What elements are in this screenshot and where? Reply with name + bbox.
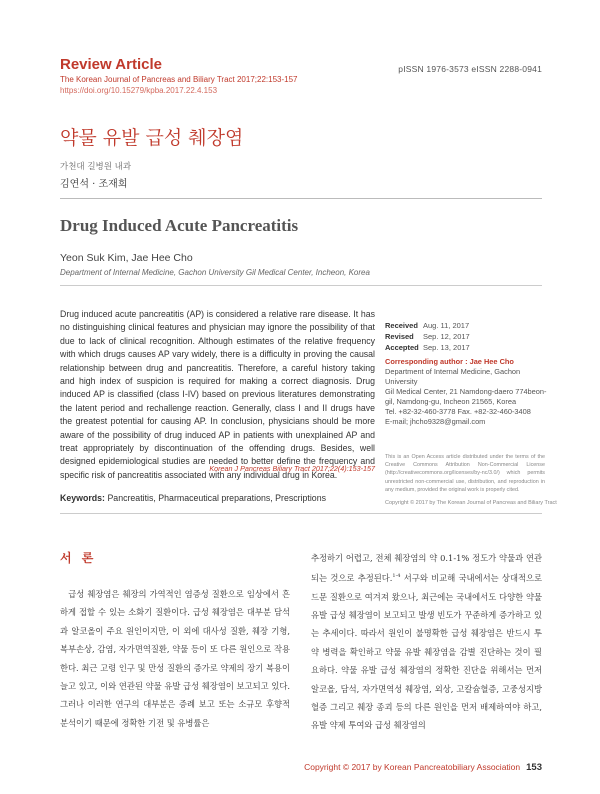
korean-affiliation: 가천대 길병원 내과 — [60, 162, 132, 172]
license-text: This is an Open Access article distributed under the terms of the Creative Commons Attribution Non-Commercial License (http://creativecommons.org/licenses/by-nc/3.0/) which permits unrestricted non-commercial use, distribution, and reproduction in any medium, provided the original work is properly cited. — [385, 454, 545, 493]
keywords-value: Pancreatitis, Pharmaceutical preparations, Prescriptions — [107, 493, 326, 503]
body-right-column: 추정하기 어렵고, 전체 췌장염의 약 0.1-1% 정도가 약물과 연관되는 것으로 추정된다.$^{1-4}$ 서구와 비교해 국내에서는 상대적으로 드문 질환으로 여겨져 왔으나, 최근에는 국내에서도 다양한 약물 유발 급성 췌장염이 보고되고 발생 빈도가 꾸준하게 증가하고 있는 추세이다. 따라서 원인이 불명확한 급성 췌장염은 반드시 투약 병력을 확인하고 약물 유발 췌장염을 감별 진단하는 것이 필요하다. 약물 유발 급성 췌장염의 정확한 진단을 위해서는 먼저 알코올, 담석, 자가면역성 췌장염, 외상, 고칼슘혈증, 고중성지방혈증 그리고 췌장 종괴 등의 다른 원인을 먼저 배제하여야 하고, 유발 약제 투여와 급성 췌장염의 — [311, 553, 543, 731]
corr-address-line: Gil Medical Center, 21 Namdong-daero 774beon- — [385, 387, 547, 396]
corr-phone-line: Tel. +82-32-460-3778 Fax. +82-32-460-3408 — [385, 407, 531, 416]
reference-citation[interactable]: 1-4 — [392, 573, 401, 580]
issn-line: pISSN 1976-3573 eISSN 2288-0941 — [398, 64, 542, 74]
divider — [60, 513, 542, 514]
keywords-label: Keywords: — [60, 493, 105, 503]
doi-link[interactable]: https://doi.org/10.15279/kpba.2017.22.4.153 — [60, 86, 218, 95]
received-date: Received Aug. 11, 2017 — [385, 321, 470, 330]
page-footer — [304, 762, 542, 773]
article-dates — [385, 321, 470, 353]
corresponding-author — [385, 357, 550, 427]
abstract-citation: Korean J Pancreas Biliary Tract 2017;22(4):153-157 — [209, 464, 375, 473]
korean-authors: 김연석 · 조재희 — [60, 179, 128, 190]
corresponding-author-title: Corresponding author : Jae Hee Cho — [385, 357, 514, 366]
section-heading: 서 론 — [60, 551, 97, 565]
accepted-date: Accepted Sep. 13, 2017 — [385, 342, 470, 352]
divider — [60, 198, 542, 199]
english-affiliation: Department of Internal Medicine, Gachon University Gil Medical Center, Incheon, Korea — [60, 268, 370, 277]
corr-address-line: Department of Internal Medicine, Gachon University — [385, 367, 521, 386]
article-type: Review Article — [60, 56, 162, 73]
footer-copyright: Copyright © 2017 by Korean Pancreatobiliary Association — [304, 762, 521, 772]
journal-citation: The Korean Journal of Pancreas and Biliary Tract 2017;22:153-157 — [60, 75, 298, 84]
divider — [60, 285, 542, 286]
english-title: Drug Induced Acute Pancreatitis — [60, 216, 299, 235]
keywords — [60, 493, 326, 503]
journal-copyright: Copyright © 2017 by The Korean Journal of Pancreas and Biliary Tract — [385, 500, 557, 506]
abstract-text: Drug induced acute pancreatitis (AP) is considered a relative rare disease. It has no distinguishing clinical features and physician may ignore the possibility of that due to lack of clinical recognition. Although estimates of the relative frequency with which drugs causes AP vary widely, there is a difficulty in proving the causal relationship between drug and pancreatitis. Therefore, a careful history taking and high index of suspicion is required for making a correct diagnosis. Drug induced AP is classified (class I-IV) based on previous literatures demonstrating the latent period and rechallenge reaction. Generally, class I and II drugs have the greatest potential for causing AP. In conclusion, physicians should be more aware of the possibility of drug induced AP in patients with unexplained AP and treat appropriately by discontinuation of the offending drugs. Besides, well designed epidemiological studies are needed to better define the frequency and specific risk of pancreatitis associated with any individual drug in Korea. — [60, 309, 375, 480]
body-left-column: 급성 췌장염은 췌장의 가역적인 염증성 질환으로 임상에서 흔하게 접할 수 있는 소화기 질환이다. 급성 췌장염은 대부분 담석과 알코올이 주요 원인이지만, 이 외에 대사성 질환, 췌장 기형, 복부손상, 감염, 자가면역질환, 약물 등이 또 다른 원인으로 작용한다. 최근 고령 인구 및 만성 질환의 증가로 약제의 장기 복용이 늘고 있고, 이와 연관된 약물 유발 급성 췌장염이 보고되고 있다. 그러나 이러한 연구의 대부분은 증례 보고 또는 소규모 후향적 분석이기 때문에 정확한 기전 및 유병률은 — [60, 589, 290, 728]
page-number: 153 — [526, 762, 542, 773]
revised-date: Revised Sep. 12, 2017 — [385, 331, 470, 341]
korean-title: 약물 유발 급성 췌장염 — [60, 127, 244, 149]
corr-address-line: gil, Namdong-gu, Incheon 21565, Korea — [385, 397, 517, 406]
corr-email[interactable]: E-mail; jhcho9328@gmail.com — [385, 417, 486, 426]
english-authors: Yeon Suk Kim, Jae Hee Cho — [60, 252, 193, 264]
